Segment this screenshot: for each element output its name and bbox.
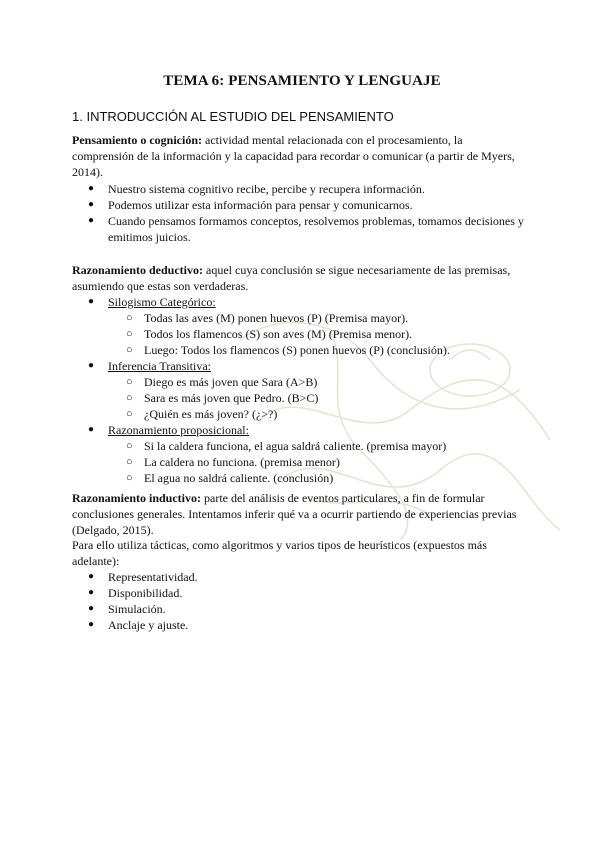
list-item: ○ Todas las aves (M) ponen huevos (P) (Premisa mayor). xyxy=(108,310,527,326)
sublist-label: Inferencia Transitiva: xyxy=(108,359,211,373)
definition-inductivo: parte del análisis de eventos particulares, a fin de formular conclusiones generales. Intentamos inferir qué va a ocurrir partiendo de experiencias previas (Delgado, 2015). xyxy=(72,491,517,537)
list-item: ○ ¿Quién es más joven? (¿>?) xyxy=(108,406,527,422)
list-item: ○ Sara es más joven que Pedro. (B>C) xyxy=(108,390,527,406)
page-title: TEMA 6: PENSAMIENTO Y LENGUAJE xyxy=(163,73,441,89)
paragraph-inductivo xyxy=(72,490,527,538)
list-item: ● Nuestro sistema cognitivo recibe, percibe y recupera información. xyxy=(72,181,527,197)
list-item: ○ Diego es más joven que Sara (A>B) xyxy=(108,374,527,390)
list-item xyxy=(72,422,527,486)
list-item: ● Cuando pensamos formamos conceptos, resolvemos problemas, tomamos decisiones y emitimos juicios. xyxy=(72,213,527,245)
list-item: ● Disponibilidad. xyxy=(72,585,527,601)
sublist-label: Razonamiento proposicional: xyxy=(108,423,249,437)
list-item: ● Simulación. xyxy=(72,601,527,617)
sublist xyxy=(108,310,527,358)
list-item: ○ Todos los flamencos (S) son aves (M) (Premisa menor). xyxy=(108,326,527,342)
bullet-list-deductive xyxy=(72,294,527,486)
list-item: ○ Luego: Todos los flamencos (S) ponen huevos (P) (conclusión). xyxy=(108,342,527,358)
definition-deductivo: aquel cuya conclusión se sigue necesariamente de las premisas, asumiendo que estas son verdaderas. xyxy=(72,263,511,293)
list-item: ○ Si la caldera funciona, el agua saldrá caliente. (premisa mayor) xyxy=(108,438,527,454)
term-deductivo: Razonamiento deductivo: xyxy=(72,263,203,277)
bullet-list-cognition xyxy=(72,181,527,245)
list-item: ● Anclaje y ajuste. xyxy=(72,617,527,633)
sublist xyxy=(108,438,527,486)
paragraph-deductivo xyxy=(72,262,527,294)
list-item xyxy=(72,358,527,422)
sublist xyxy=(108,374,527,422)
list-item: ● Podemos utilizar esta información para pensar y comunicarnos. xyxy=(72,197,527,213)
term-inductivo: Razonamiento inductivo: xyxy=(72,491,201,505)
section-heading: 1. INTRODUCCIÓN AL ESTUDIO DEL PENSAMIENTO xyxy=(72,109,394,124)
bullet-list-heuristics xyxy=(72,569,527,633)
paragraph-pensamiento xyxy=(72,132,527,180)
list-item xyxy=(72,294,527,358)
definition-pensamiento: actividad mental relacionada con el procesamiento, la comprensión de la información y la capacidad para recordar o comunicar (a partir de Myers, 2014). xyxy=(72,133,515,179)
list-item: ● Representatividad. xyxy=(72,569,527,585)
sublist-label: Silogismo Categórico: xyxy=(108,295,216,309)
list-item: ○ La caldera no funciona. (premisa menor) xyxy=(108,454,527,470)
term-pensamiento: Pensamiento o cognición: xyxy=(72,133,202,147)
list-item: ○ El agua no saldrá caliente. (conclusión) xyxy=(108,470,527,486)
paragraph-tacticas: Para ello utiliza tácticas, como algoritmos y varios tipos de heurísticos (expuestos más adelante): xyxy=(72,538,487,568)
